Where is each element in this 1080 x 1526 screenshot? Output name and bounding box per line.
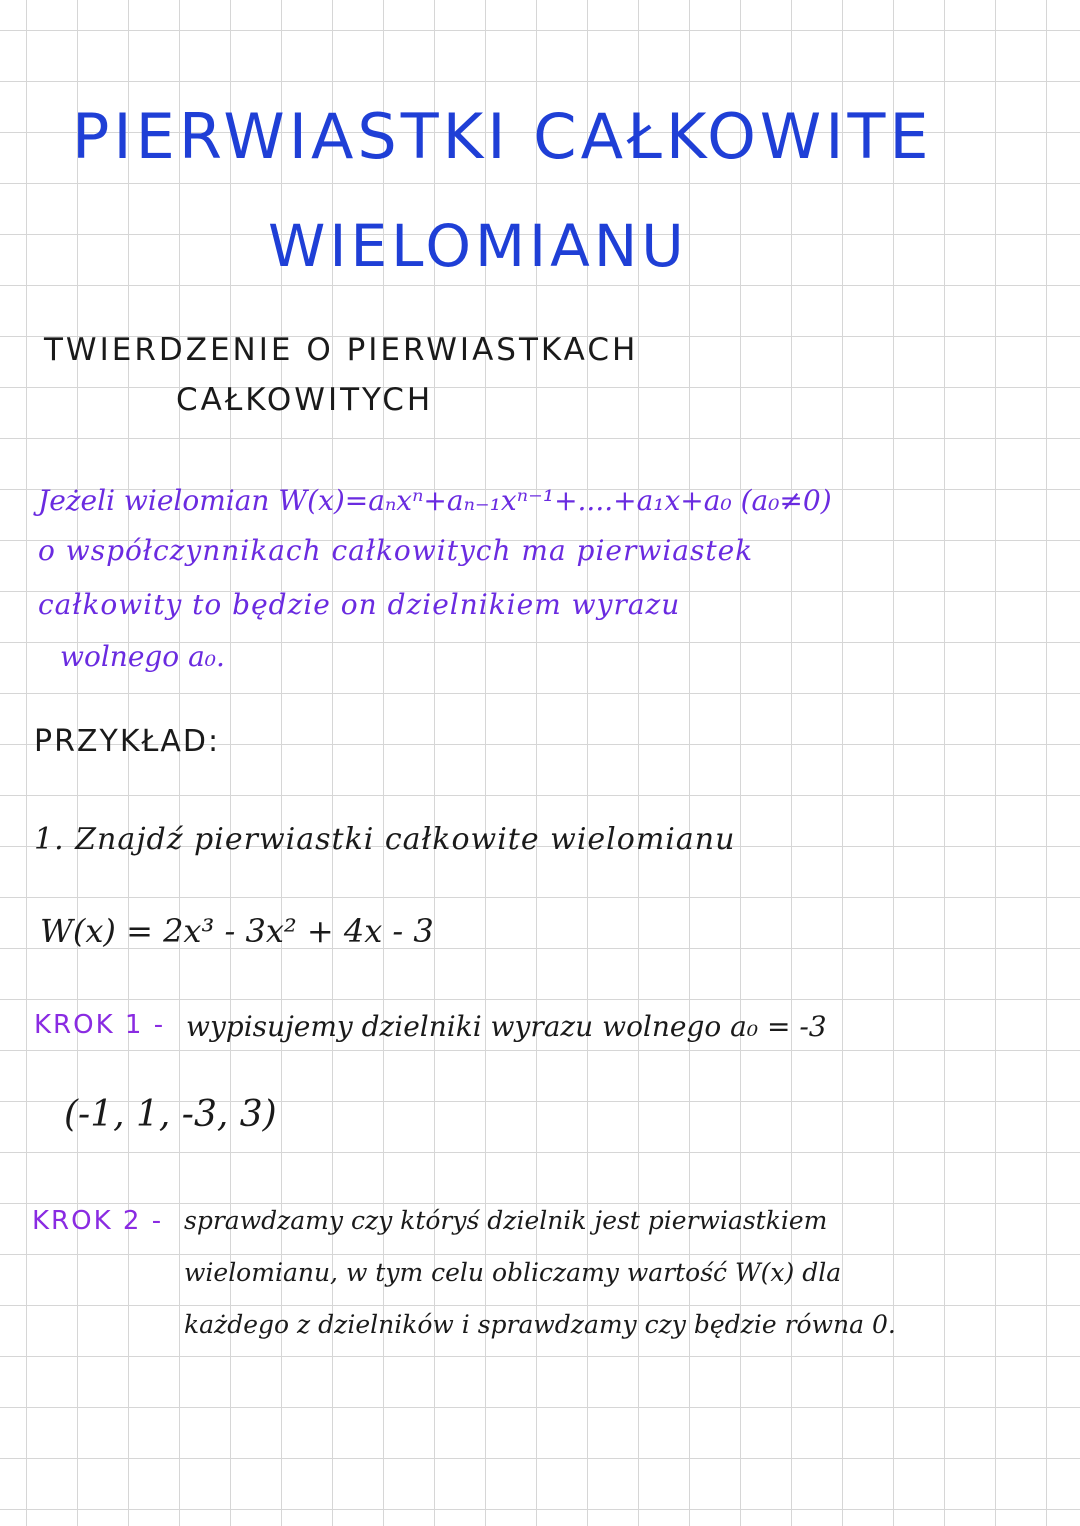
theorem-line4: wolnego a₀.: [60, 640, 225, 673]
theorem-heading-line1: TWIERDZENIE O PIERWIASTKACH: [44, 332, 639, 368]
page-title-line2: WIELOMIANU: [268, 212, 688, 280]
theorem-line2: o współczynnikach całkowitych ma pierwiastek: [38, 534, 754, 567]
step1-label: KROK 1 -: [34, 1010, 166, 1040]
theorem-line3: całkowity to będzie on dzielnikiem wyrazu: [38, 588, 681, 621]
step2-label: KROK 2 -: [32, 1206, 164, 1236]
exercise-formula: W(x) = 2x³ - 3x² + 4x - 3: [40, 912, 434, 950]
step2-line2: wielomianu, w tym celu obliczamy wartość W(x) dla: [184, 1258, 842, 1287]
theorem-heading-line2: CAŁKOWITYCH: [176, 382, 434, 418]
step1-text: wypisujemy dzielniki wyrazu wolnego a₀ = -3: [186, 1010, 827, 1043]
step1-divisors: (-1, 1, -3, 3): [64, 1094, 277, 1135]
exercise-text: 1. Znajdź pierwiastki całkowite wielomianu: [34, 822, 736, 857]
step2-line1: sprawdzamy czy któryś dzielnik jest pierwiastkiem: [184, 1206, 828, 1235]
page-title-line1: PIERWIASTKI CAŁKOWITE: [72, 100, 933, 173]
example-label: PRZYKŁAD:: [34, 724, 221, 759]
theorem-line1: Jeżeli wielomian W(x)=aₙxⁿ+aₙ₋₁xⁿ⁻¹+....+a₁x+a₀ (a₀≠0): [38, 484, 832, 517]
step2-line3: każdego z dzielników i sprawdzamy czy będzie równa 0.: [184, 1310, 896, 1339]
